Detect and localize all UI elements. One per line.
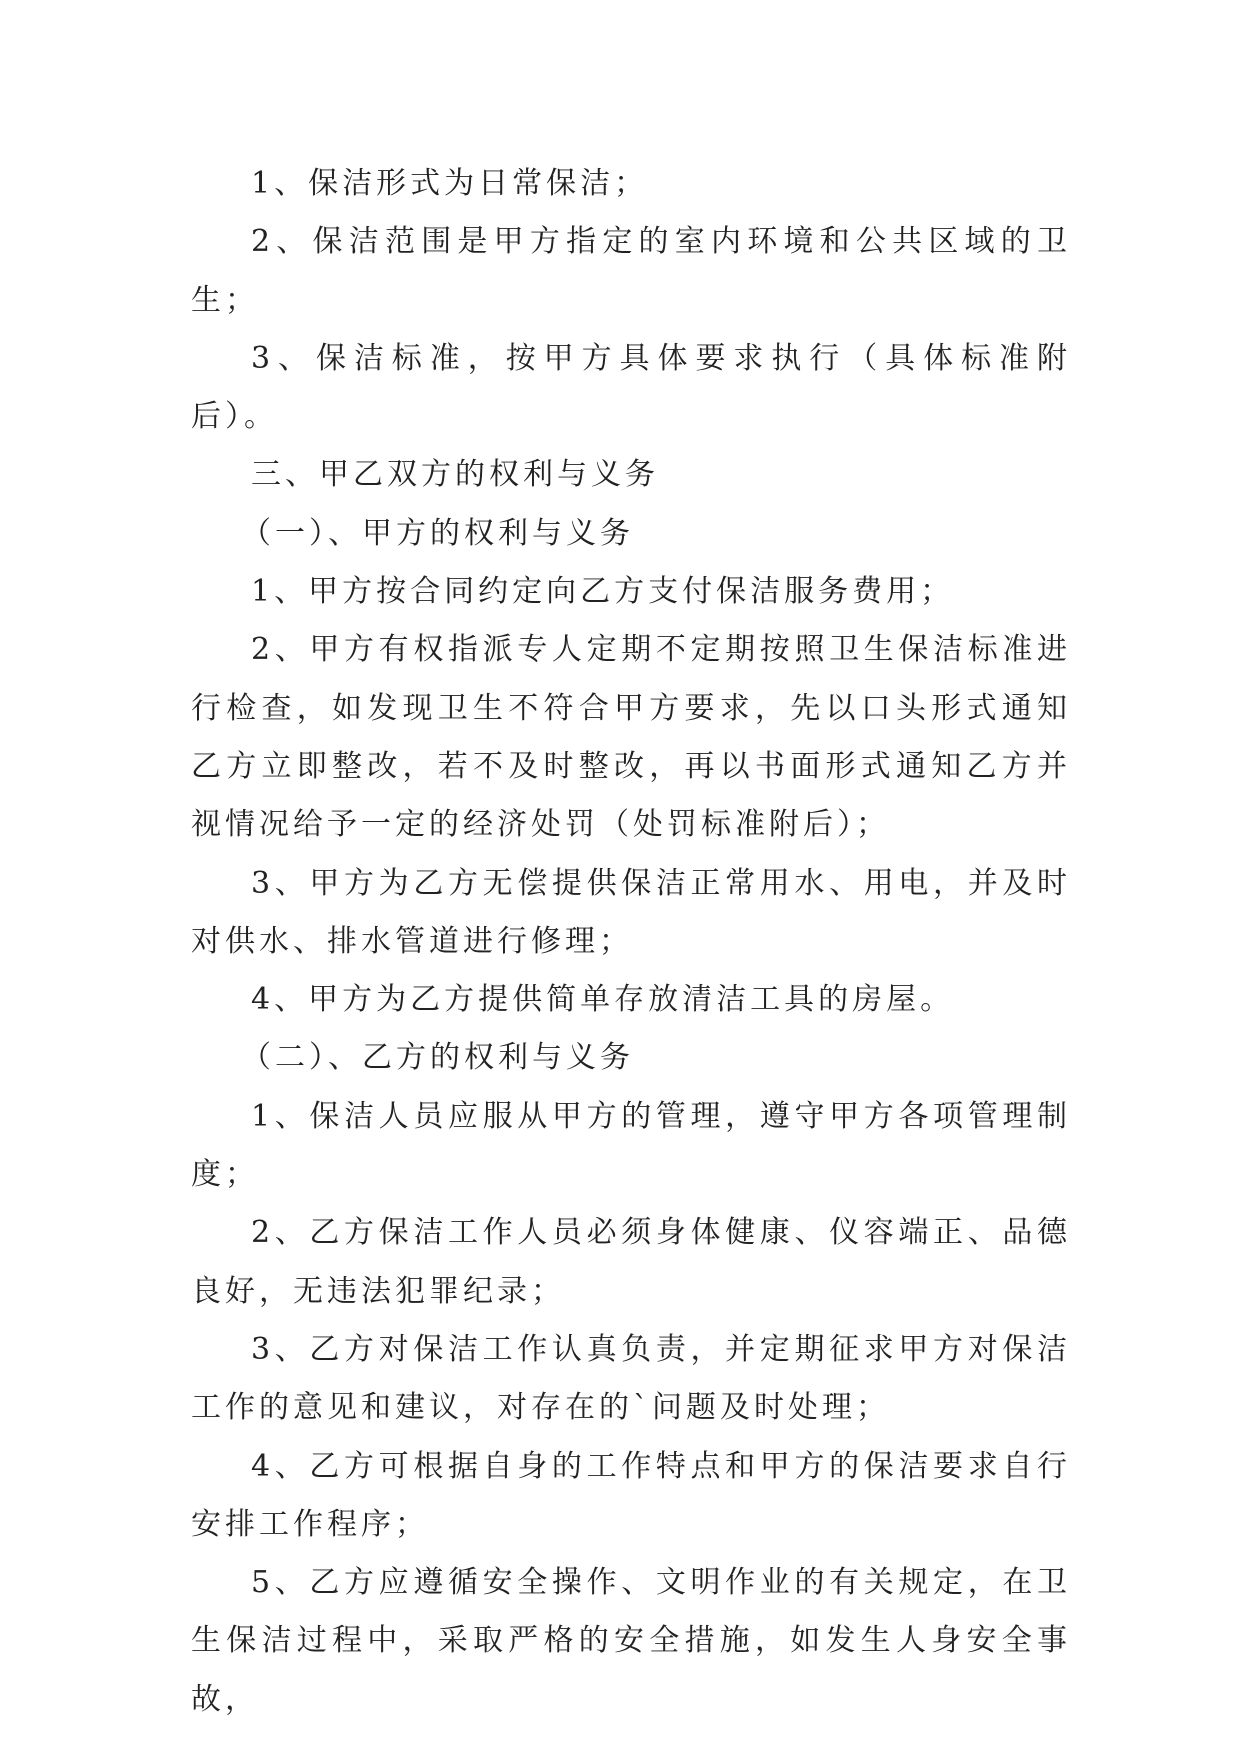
subsection-heading-party-b: （二）、乙方的权利与义务: [241, 1040, 634, 1076]
paragraph-cleaning-scope: 2、保洁范围是甲方指定的室内环境和公共区域的卫生；: [191, 224, 1071, 318]
paragraph-cleaning-form: 1、保洁形式为日常保洁；: [251, 166, 649, 201]
subsection-heading-party-a: （一）、甲方的权利与义务: [241, 515, 634, 551]
paragraph-party-a-2: 2、甲方有权指派专人定期不定期按照卫生保洁标准进行检查，如发现卫生不符合甲方要求，先以口头形式通知乙方立即整改，若不及时整改，再以书面形式通知乙方并视情况给予一定的经济处罚（处罚标准附后）；: [191, 632, 1071, 843]
document-body: [191, 155, 1071, 1729]
paragraph-party-b-5: 5、乙方应遵循安全操作、文明作业的有关规定，在卫生保洁过程中，采取严格的安全措施，如发生人身安全事故，: [191, 1565, 1071, 1717]
paragraph-party-b-4: 4、乙方可根据自身的工作特点和甲方的保洁要求自行安排工作程序；: [191, 1448, 1071, 1542]
paragraph-party-a-1: 1、甲方按合同约定向乙方支付保洁服务费用；: [251, 574, 955, 610]
paragraph-party-a-4: 4、甲方为乙方提供简单存放清洁工具的房屋。: [251, 982, 955, 1018]
paragraph-party-b-2: 2、乙方保洁工作人员必须身体健康、仪容端正、品德良好，无违法犯罪纪录；: [191, 1215, 1071, 1309]
paragraph-cleaning-standard: 3、保洁标准，按甲方具体要求执行（具体标准附后）。: [191, 340, 1071, 435]
paragraph-party-a-3: 3、甲方为乙方无偿提供保洁正常用水、用电，并及时对供水、排水管道进行修理；: [191, 865, 1071, 959]
section-heading-rights-obligations: 三、甲乙双方的权利与义务: [251, 457, 659, 493]
paragraph-party-b-3: 3、乙方对保洁工作认真负责，并定期征求甲方对保洁工作的意见和建议，对存在的`问题及时处理；: [191, 1331, 1071, 1426]
paragraph-party-b-1: 1、保洁人员应服从甲方的管理，遵守甲方各项管理制度；: [191, 1098, 1071, 1193]
